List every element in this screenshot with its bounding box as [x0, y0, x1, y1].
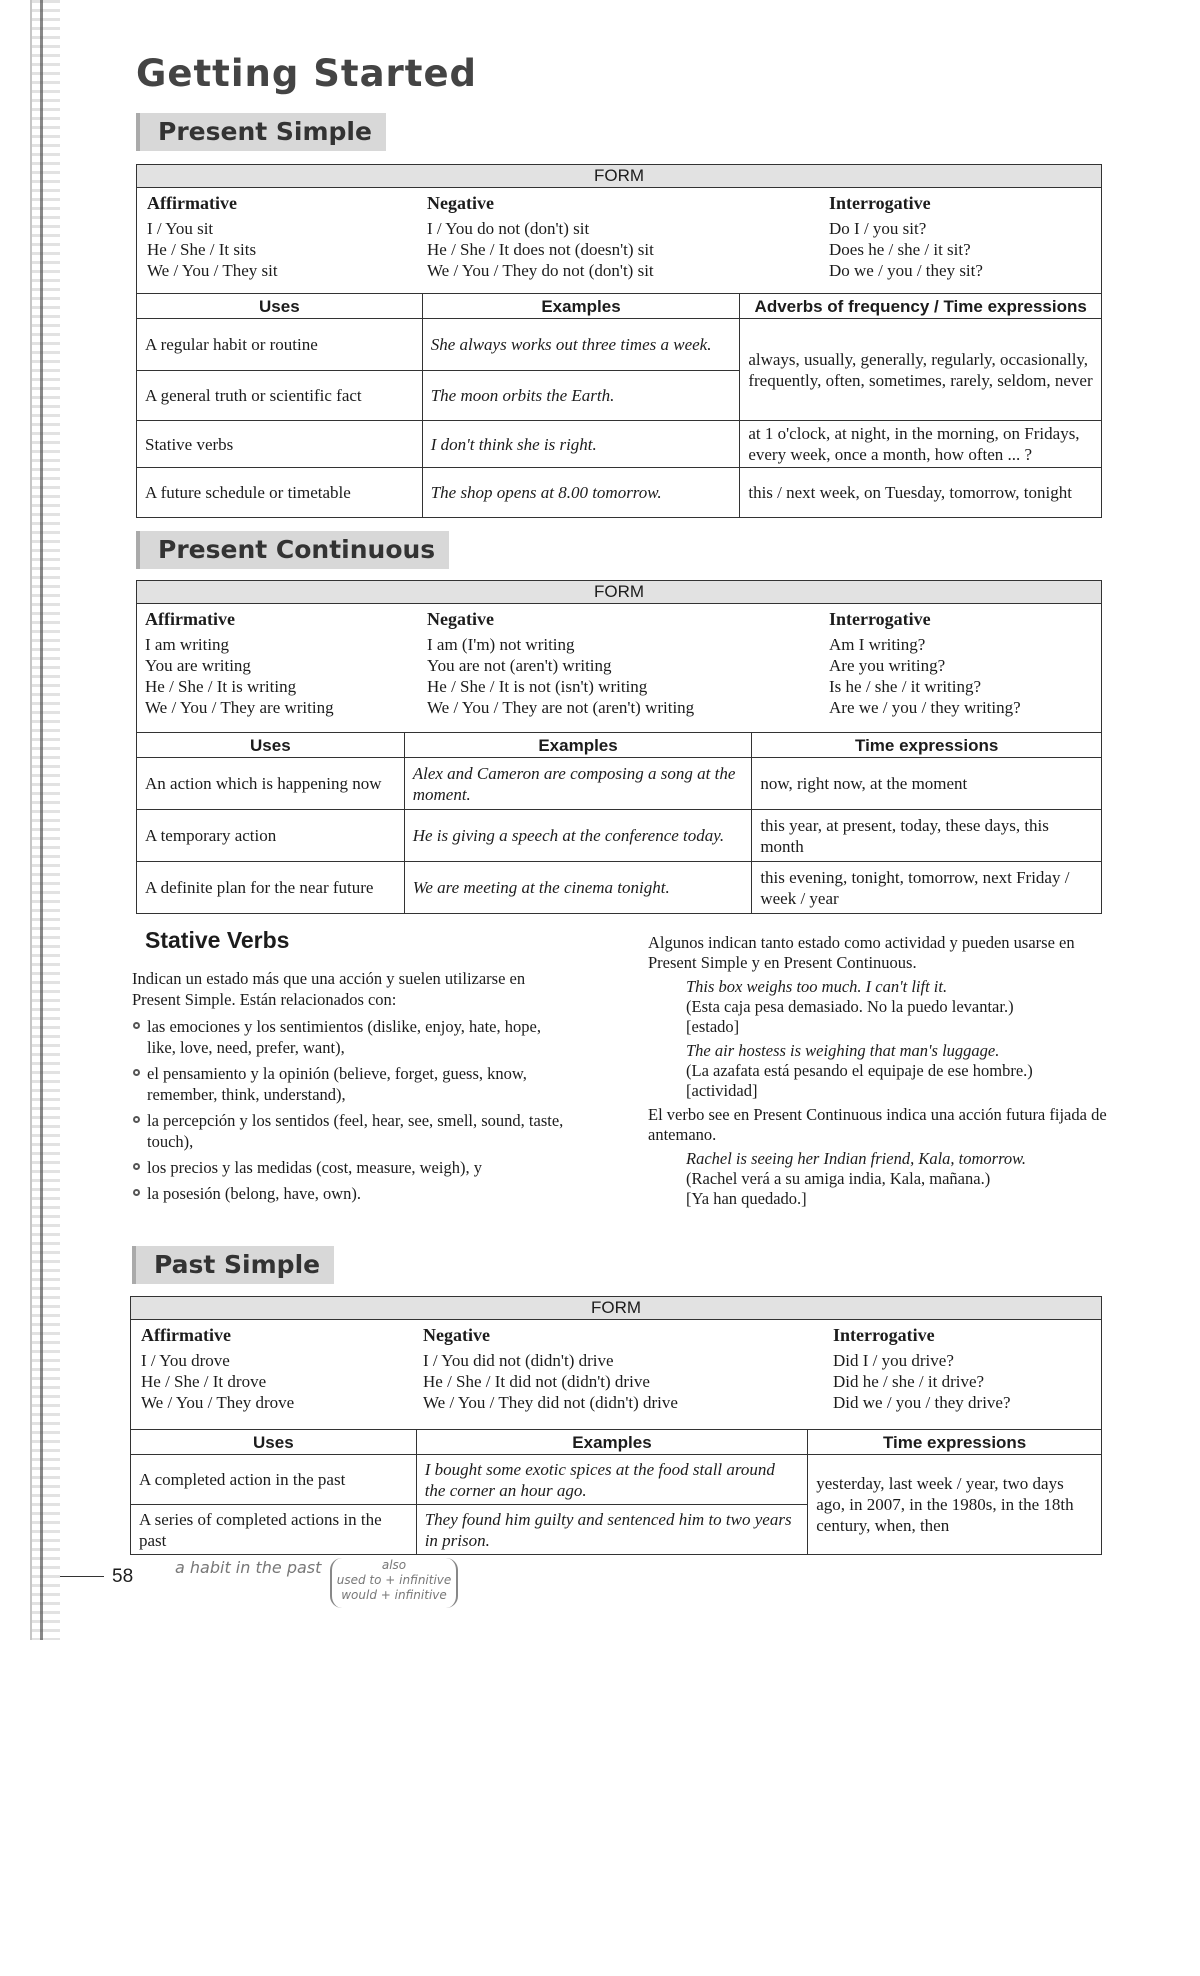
- examples-header: Examples: [422, 294, 740, 319]
- affirmative-column: Affirmative I / You drove He / She / It drove We / You / They drove: [141, 1325, 295, 1412]
- past-simple-heading: Past Simple: [132, 1246, 334, 1284]
- time-cell: yesterday, last week / year, two days ago, in 2007, in the 1980s, in the 18th century, when, then: [808, 1455, 1102, 1555]
- stative-verbs-title: Stative Verbs: [145, 927, 290, 953]
- time-cell: at 1 o'clock, at night, in the morning, on Fridays, every week, once a month, how often ... ?: [740, 421, 1102, 468]
- use-cell: A general truth or scientific fact: [137, 371, 423, 421]
- time-header: Time expressions: [752, 733, 1102, 758]
- stative-verbs-left: [132, 968, 572, 1209]
- past-simple-uses-table: [130, 1429, 1102, 1555]
- time-cell: this year, at present, today, these days, this month: [752, 810, 1102, 862]
- binding-line: [40, 0, 43, 1640]
- uses-header: Uses: [137, 294, 423, 319]
- example-cell: We are meeting at the cinema tonight.: [404, 862, 752, 914]
- interrogative-column: Interrogative Do I / you sit? Does he / she / it sit? Do we / you / they sit?: [829, 193, 983, 280]
- right-intro: Algunos indican tanto estado como actividad y pueden usarse en Present Simple y en Present Continuous.: [648, 933, 1075, 972]
- form-label: FORM: [137, 581, 1101, 604]
- interrogative-column: Interrogative Did I / you drive? Did he / she / it drive? Did we / you / they drive?: [833, 1325, 1011, 1412]
- time-cell: this evening, tonight, tomorrow, next Friday / week / year: [752, 862, 1102, 914]
- use-cell: An action which is happening now: [137, 758, 405, 810]
- tag: [actividad]: [686, 1081, 758, 1100]
- time-cell: this / next week, on Tuesday, tomorrow, tonight: [740, 468, 1102, 518]
- translation: (La azafata está pesando el equipaje de ese hombre.): [686, 1061, 1033, 1080]
- page-title: Getting Started: [136, 52, 478, 95]
- translation: (Rachel verá a su amiga india, Kala, mañana.): [686, 1169, 991, 1188]
- translation: (Esta caja pesa demasiado. No la puedo levantar.): [686, 997, 1014, 1016]
- time-header: Adverbs of frequency / Time expressions: [740, 294, 1102, 319]
- examples-header: Examples: [416, 1430, 808, 1455]
- affirmative-column: Affirmative I am writing You are writing He / She / It is writing We / You / They are writing: [145, 609, 334, 717]
- use-cell: A temporary action: [137, 810, 405, 862]
- example-cell: The shop opens at 8.00 tomorrow.: [422, 468, 740, 518]
- time-cell: always, usually, generally, regularly, occasionally, frequently, often, sometimes, rarely, seldom, never: [740, 319, 1102, 421]
- uses-header: Uses: [131, 1430, 417, 1455]
- present-continuous-form: [136, 580, 1102, 733]
- example-cell: The moon orbits the Earth.: [422, 371, 740, 421]
- present-simple-form: [136, 164, 1102, 294]
- past-simple-form: [130, 1296, 1102, 1430]
- stative-bullet: la percepción y los sentidos (feel, hear, see, smell, sound, taste, touch),: [132, 1110, 572, 1152]
- negative-column: Negative I / You do not (don't) sit He / She / It does not (doesn't) sit We / You / They do not (don't) sit: [427, 193, 654, 280]
- example-sentence: Rachel is seeing her Indian friend, Kala, tomorrow.: [686, 1149, 1027, 1168]
- interrogative-column: Interrogative Am I writing? Are you writing? Is he / she / it writing? Are we / you / they writing?: [829, 609, 1021, 717]
- page-number: 58: [112, 1566, 134, 1587]
- use-cell: A definite plan for the near future: [137, 862, 405, 914]
- time-cell: now, right now, at the moment: [752, 758, 1102, 810]
- form-label: FORM: [131, 1297, 1101, 1320]
- tag: [estado]: [686, 1017, 740, 1036]
- negative-column: Negative I am (I'm) not writing You are not (aren't) writing He / She / It is not (isn't) writing We / You / They are not (aren't) writing: [427, 609, 695, 717]
- use-cell: A regular habit or routine: [137, 319, 423, 371]
- example-cell: He is giving a speech at the conference today.: [404, 810, 752, 862]
- see-note: El verbo see en Present Continuous indica una acción futura fijada de antemano.: [648, 1105, 1107, 1144]
- stative-bullet: los precios y las medidas (cost, measure, weigh), y: [132, 1157, 572, 1178]
- page-number-rule: [60, 1576, 104, 1577]
- example-sentence: The air hostess is weighing that man's luggage.: [686, 1041, 1000, 1060]
- stative-bullet: las emociones y los sentimientos (dislike, enjoy, hate, hope, like, love, need, prefer, want),: [132, 1016, 572, 1058]
- example-sentence: This box weighs too much. I can't lift it.: [686, 977, 948, 996]
- example-cell: They found him guilty and sentenced him to two years in prison.: [416, 1505, 808, 1555]
- present-continuous-heading: Present Continuous: [136, 531, 449, 569]
- examples-header: Examples: [404, 733, 752, 758]
- use-cell: Stative verbs: [137, 421, 423, 468]
- present-continuous-uses-table: [136, 732, 1102, 914]
- use-cell: A series of completed actions in the past: [131, 1505, 417, 1555]
- handwritten-note: a habit in the past: [175, 1558, 322, 1577]
- binding-margin: [30, 0, 60, 1640]
- use-cell: A future schedule or timetable: [137, 468, 423, 518]
- example-cell: Alex and Cameron are composing a song at the moment.: [404, 758, 752, 810]
- form-label: FORM: [137, 165, 1101, 188]
- time-header: Time expressions: [808, 1430, 1102, 1455]
- example-cell: I bought some exotic spices at the food stall around the corner an hour ago.: [416, 1455, 808, 1505]
- uses-header: Uses: [137, 733, 405, 758]
- tag: [Ya han quedado.]: [686, 1189, 807, 1208]
- negative-column: Negative I / You did not (didn't) drive He / She / It did not (didn't) drive We / You / They did not (didn't) drive: [423, 1325, 678, 1412]
- stative-verbs-right: [648, 933, 1108, 1209]
- present-simple-heading: Present Simple: [136, 113, 386, 151]
- stative-intro: Indican un estado más que una acción y suelen utilizarse en Present Simple. Están relacionados con:: [132, 969, 526, 1009]
- handwritten-aside: also used to + infinitive would + infinitive: [330, 1558, 458, 1608]
- example-cell: She always works out three times a week.: [422, 319, 740, 371]
- stative-bullet: la posesión (belong, have, own).: [132, 1183, 572, 1204]
- present-simple-uses-table: [136, 293, 1102, 518]
- use-cell: A completed action in the past: [131, 1455, 417, 1505]
- example-cell: I don't think she is right.: [422, 421, 740, 468]
- stative-bullet: el pensamiento y la opinión (believe, forget, guess, know, remember, think, understand),: [132, 1063, 572, 1105]
- affirmative-column: Affirmative I / You sit He / She / It sits We / You / They sit: [147, 193, 278, 280]
